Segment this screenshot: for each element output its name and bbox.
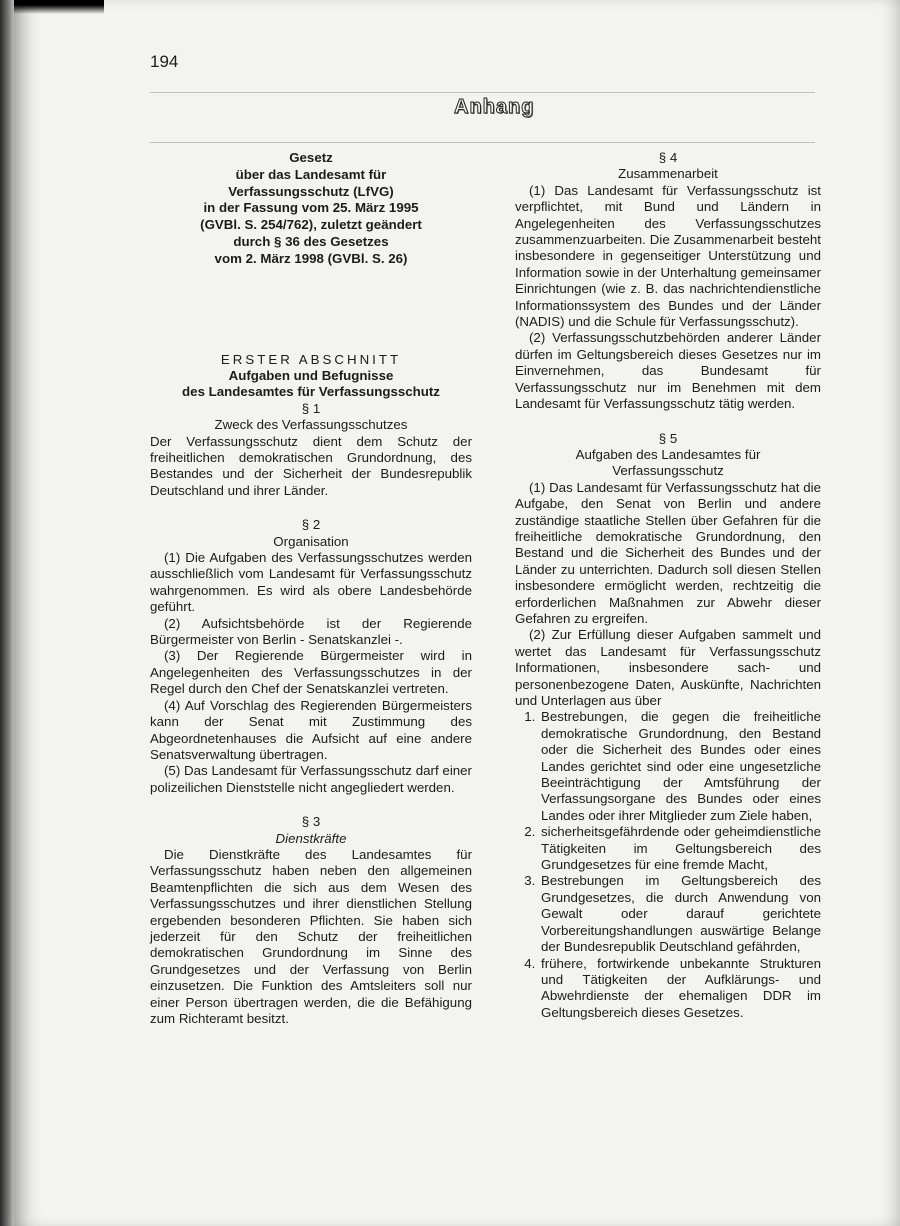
section-4-paragraph: (2) Verfassungsschutzbehörden anderer Länder dürfen im Geltungsbereich dieses Gesetzes nur im Einvernehmen, das Bundesamt für Verfassungsschutz nur im Benehmen mit dem Landesamt für Verfassungsschutz tätig werden. xyxy=(515,330,821,412)
left-column xyxy=(150,150,472,1027)
law-title xyxy=(150,150,472,268)
law-title-line: (GVBl. S. 254/762), zuletzt geändert xyxy=(200,217,422,233)
abschnitt-title: des Landesamtes für Verfassungsschutz xyxy=(182,384,440,400)
right-column xyxy=(515,150,821,1021)
section-4-paragraph: (1) Das Landesamt für Verfassungsschutz ist verpflichtet, mit Bund und Ländern in Angelegenheiten des Verfassungsschutzes zusammenzuarbeiten. Die Zusammenarbeit besteht insbesondere in gegenseitiger Unterstützung und Information sowie in der Unterhaltung gemeinsamer Einrichtungen (wie z. B. das nachrichtendienstliche Informationssystem des Bundes und der Länder (NADIS) und die Schule für Verfassungsschutz). xyxy=(515,182,821,330)
section-2-paragraph: (1) Die Aufgaben des Verfassungsschutzes werden ausschließlich vom Landesamt für Verfassungsschutz wahrgenommen. Es wird als obere Landesbehörde geführt. xyxy=(150,550,472,615)
section-2-paragraph: (2) Aufsichtsbehörde ist der Regierende Bürgermeister von Berlin - Senatskanzlei -. xyxy=(150,615,472,648)
book-spine-shadow xyxy=(0,0,14,1226)
section-1-title: Zweck des Verfassungsschutzes xyxy=(214,417,408,433)
section-3-text: Die Dienstkräfte des Landesamtes für Verfassungsschutz haben neben den allgemeinen Beamtenpflichten die sich aus dem Wesen des Verfassungsschutzes und ihrer dienstlichen Stellung ergebenden besonderen Pflichten. Sie haben sich jederzeit für den Schutz der freiheitlichen demokratischen Grundordnung im Sinne des Grundgesetzes und der Verfassung von Berlin einzusetzen. Die Funktion des Amtsleiters soll nur einer Person übertragen werden, die die Befähigung zum Richteramt besitzt. xyxy=(150,846,472,1027)
running-header-title: Anhang xyxy=(454,96,535,118)
list-item: 4. frühere, fortwirkende unbekannte Strukturen und Tätigkeiten der Aufklärungs- und Abwehrdienste der ehemaligen DDR im Geltungsbereich dieses Gesetzes. xyxy=(539,956,821,1022)
scan-corner-mark xyxy=(14,0,104,14)
law-title-line: vom 2. März 1998 (GVBl. S. 26) xyxy=(214,250,408,266)
law-title-line: durch § 36 des Gesetzes xyxy=(233,233,389,249)
section-4-heading: § 4 xyxy=(658,150,678,165)
law-title-line: über das Landesamt für xyxy=(235,166,387,182)
abschnitt-title: Aufgaben und Befugnisse xyxy=(228,367,394,383)
header-rule-bottom xyxy=(150,142,815,143)
section-5-paragraph: (1) Das Landesamt für Verfassungsschutz hat die Aufgabe, den Senat von Berlin und andere zuständige staatliche Stellen über Gefahren für die freiheitliche demokratische Grundordnung, den Bestand und die Sicherheit des Bundes und der Länder zu unterrichten. Dadurch soll diesen Stellen insbesondere ermöglicht werden, rechtzeitig die erforderlichen Maßnahmen zur Abwehr dieser Gefahren zu ergreifen. xyxy=(515,479,821,626)
section-3-title: Dienstkräfte xyxy=(275,830,347,846)
list-item: 2. sicherheitsgefährdende oder geheimdienstliche Tätigkeiten im Geltungsbereich des Grundgesetzes für eine fremde Macht, xyxy=(539,824,821,873)
list-item: 3. Bestrebungen im Geltungsbereich des Grundgesetzes, die durch Anwendung von Gewalt oder darauf gerichtete Vorbereitungshandlungen auswärtige Belange der Bundesrepublik Deutschland gefährden, xyxy=(539,873,821,955)
header-rule-top xyxy=(150,92,815,93)
law-title-line: Verfassungsschutz (LfVG) xyxy=(228,183,394,199)
section-5-title: Aufgaben des Landesamtes für xyxy=(575,446,761,462)
section-2-paragraph: (5) Das Landesamt für Verfassungsschutz darf einer polizeilichen Dienststelle nicht angegliedert werden. xyxy=(150,763,472,795)
abschnitt-label: ERSTER ABSCHNITT xyxy=(220,351,402,367)
section-5-title: Verfassungsschutz xyxy=(612,463,724,479)
section-1-heading: § 1 xyxy=(301,400,321,416)
section-5-list xyxy=(515,709,821,1021)
section-2-heading: § 2 xyxy=(301,517,321,533)
list-item: 1. Bestrebungen, die gegen die freiheitliche demokratische Grundordnung, den Bestand oder die Sicherheit des Bundes oder eines Landes gerichtet sind oder eine ungesetzliche Beeinträchtigung der Amtsführung der Verfassungsorgane des Bundes oder eines Landes oder ihrer Mitglieder zum Ziele haben, xyxy=(539,709,821,824)
section-5-paragraph: (2) Zur Erfüllung dieser Aufgaben sammelt und wertet das Landesamt für Verfassungsschutz Informationen, insbesondere sach- und personenbezogene Daten, Auskünfte, Nachrichten und Unterlagen aus über xyxy=(515,627,821,708)
law-title-line: in der Fassung vom 25. März 1995 xyxy=(203,200,419,216)
section-2-title: Organisation xyxy=(273,533,349,549)
section-4-title: Zusammenarbeit xyxy=(618,166,718,182)
section-1-text: Der Verfassungsschutz dient dem Schutz der freiheitlichen demokratischen Grundordnung, des Bestandes und der Sicherheit der Bundesrepublik Deutschland und ihrer Länder. xyxy=(150,433,472,498)
section-2-paragraph: (3) Der Regierende Bürgermeister wird in Angelegenheiten des Verfassungsschutzes in der Regel durch den Chef der Senatskanzlei vertreten. xyxy=(150,648,472,697)
section-2-paragraph: (4) Auf Vorschlag des Regierenden Bürgermeisters kann der Senat mit Zustimmung des Abgeordnetenhauses die Aufsicht auf eine andere Senatsverwaltung übertragen. xyxy=(150,697,472,762)
section-5-heading: § 5 xyxy=(658,430,678,446)
page-number: 194 xyxy=(150,52,179,71)
law-title-line: Gesetz xyxy=(289,150,333,165)
section-3-heading: § 3 xyxy=(301,814,321,830)
